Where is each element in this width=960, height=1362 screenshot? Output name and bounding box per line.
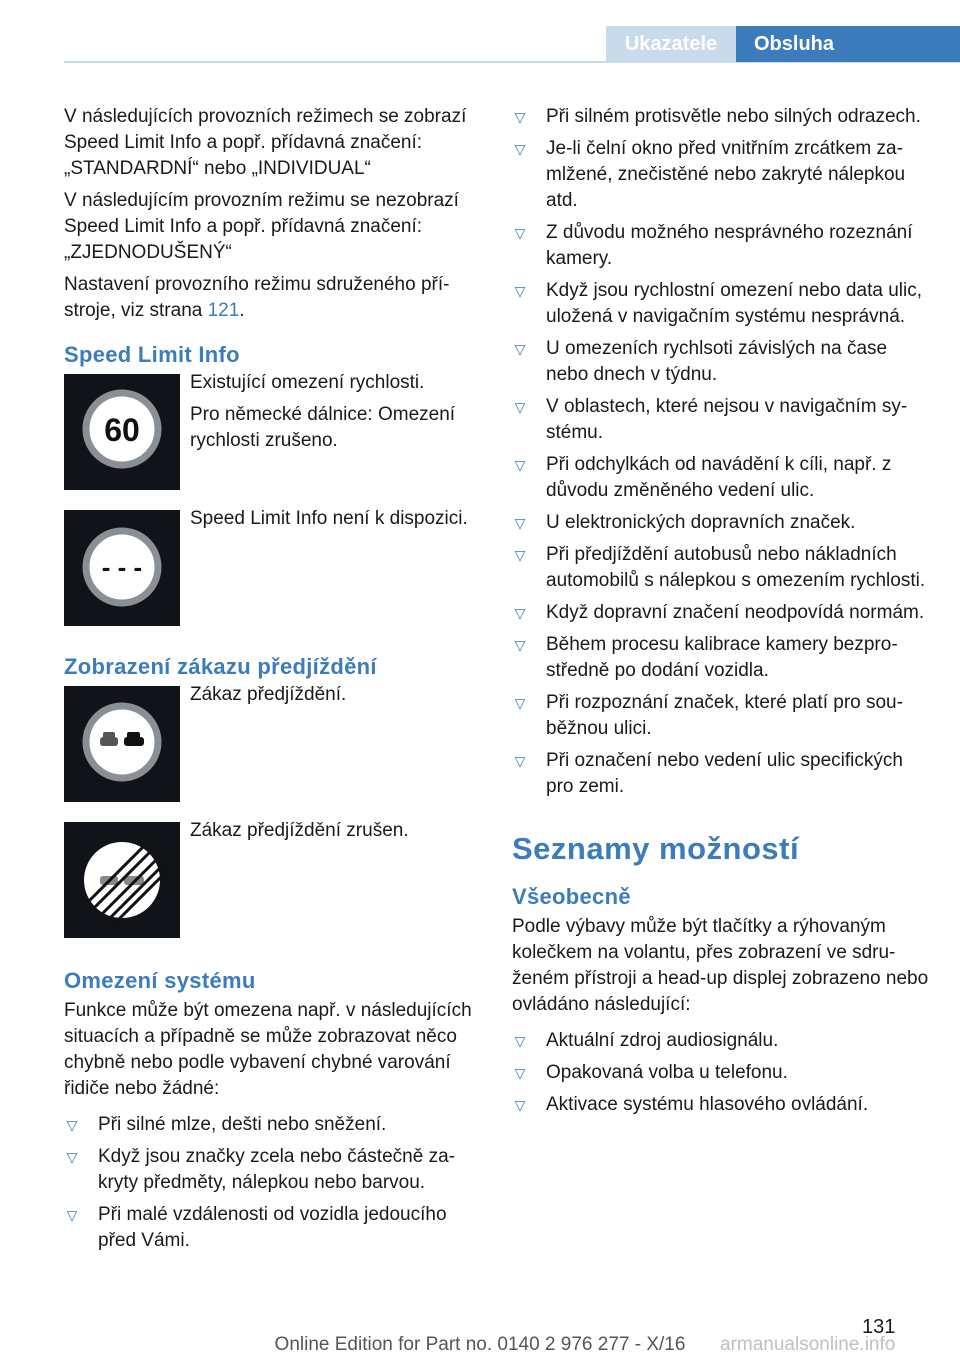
list-item — [64, 1144, 484, 1196]
system-limits-intro: Funkce může být omezena např. v následujících situacích a případně se může zobrazovat něco chybně nebo podle vybavení chybné varování řidiče nebo žádné: — [64, 1000, 472, 1099]
general-intro: Podle výbavy může být tlačítky a rýhovaným kolečkem na volantu, přes zobrazení ve sdruženém přístroji a head-up displej zobrazeno nebo ovládáno následující: — [512, 916, 929, 1015]
sign-dashes: - - - — [101, 552, 143, 582]
list-item — [512, 600, 932, 626]
triangle-bullet-icon: ▽ — [514, 695, 526, 711]
triangle-bullet-icon: ▽ — [66, 1207, 78, 1223]
triangle-bullet-icon: ▽ — [514, 141, 526, 157]
sign-unavailable-text — [190, 510, 484, 538]
list-item — [512, 690, 932, 742]
paragraph-modes-shown: V následujících provozních režimech se zobrazí Speed Limit Info a popř. přídavná značení: „STANDARDNÍ“ nebo „INDIVIDUAL“ — [64, 106, 467, 179]
sign-no-overtaking-text — [190, 686, 484, 714]
list-item — [512, 220, 932, 272]
tab-ukazatele[interactable]: Ukazatele — [606, 26, 736, 62]
general-list — [512, 1028, 932, 1118]
list-item — [512, 336, 932, 388]
list-item-text: Při rozpoznání značek, které platí pro souběžnou ulici. — [546, 692, 903, 739]
triangle-bullet-icon: ▽ — [514, 399, 526, 415]
sign-no-overtaking-desc: Zákaz předjíždění. — [190, 684, 347, 705]
tab-obsluha[interactable]: Obsluha — [736, 26, 960, 62]
page-number: 131 — [862, 1316, 896, 1338]
list-item-text: Při malé vzdálenosti od vozidla jedoucího před Vámi. — [98, 1204, 447, 1251]
triangle-bullet-icon: ▽ — [514, 283, 526, 299]
list-item-text: V oblastech, které nejsou v navigačním systému. — [546, 396, 908, 443]
sign-unavailable-desc: Speed Limit Info není k dispozici. — [190, 508, 468, 529]
triangle-bullet-icon: ▽ — [514, 637, 526, 653]
list-item-text: Při označení nebo vedení ulic specifických pro zemi. — [546, 750, 903, 797]
speed-limit-60-sign-icon — [64, 374, 180, 490]
sign-overtaking-cancelled-text — [190, 822, 484, 850]
list-item-text: Při předjíždění autobusů nebo nákladních automobilů s nálepkou s omezením rychlosti. — [546, 544, 926, 591]
list-item — [64, 1112, 484, 1138]
list-item — [512, 510, 932, 536]
triangle-bullet-icon: ▽ — [514, 605, 526, 621]
list-item-text: Když jsou rychlostní omezení nebo data ulic, uložená v navigačním systému nesprávná. — [546, 280, 922, 327]
triangle-bullet-icon: ▽ — [514, 457, 526, 473]
list-item-text: Při silném protisvětle nebo silných odrazech. — [546, 106, 921, 127]
list-item — [512, 452, 932, 504]
list-item-text: U omezeních rychlsoti závislých na čase nebo dnech v týdnu. — [546, 338, 888, 385]
sign-row-speed-limit — [64, 374, 484, 490]
system-limits-heading: Omezení systému — [64, 968, 256, 993]
sign-60-number: 60 — [104, 412, 140, 448]
sign-row-overtaking-cancelled — [64, 822, 484, 938]
list-item-text: U elektronických dopravních značek. — [546, 512, 856, 533]
triangle-bullet-icon: ▽ — [514, 753, 526, 769]
sign-speed-limit-text — [190, 374, 484, 460]
list-item-text: Při odchylkách od navádění k cíli, např. z důvodu změněného vedení ulic. — [546, 454, 892, 501]
list-item — [512, 542, 932, 594]
list-item — [512, 136, 932, 214]
speed-limit-heading: Speed Limit Info — [64, 342, 240, 367]
list-item — [512, 748, 932, 800]
sign-overtaking-cancelled-desc: Zákaz předjíždění zrušen. — [190, 820, 409, 841]
sign-row-unavailable — [64, 510, 484, 626]
list-item — [512, 278, 932, 330]
list-item — [512, 1028, 932, 1054]
speed-limit-unavailable-sign-icon — [64, 510, 180, 626]
watermark: armanualsonline.info — [720, 1334, 896, 1355]
triangle-bullet-icon: ▽ — [514, 1097, 526, 1113]
triangle-bullet-icon: ▽ — [514, 109, 526, 125]
triangle-bullet-icon: ▽ — [66, 1117, 78, 1133]
overtaking-cancelled-sign-icon — [64, 822, 180, 938]
list-item-text: Když jsou značky zcela nebo částečně zakryty předměty, nálepkou nebo barvou. — [98, 1146, 455, 1193]
triangle-bullet-icon: ▽ — [514, 341, 526, 357]
page-link-121[interactable]: 121 — [207, 300, 240, 321]
overtaking-heading: Zobrazení zákazu předjíždění — [64, 654, 377, 679]
sign-speed-limit-desc-1: Existující omezení rychlosti. — [190, 372, 425, 393]
list-item-text: Z důvodu možného nesprávného rozeznání kamery. — [546, 222, 913, 269]
system-limits-list — [64, 1112, 484, 1254]
list-item-text: Aktuální zdroj audiosignálu. — [546, 1030, 779, 1051]
triangle-bullet-icon: ▽ — [514, 1033, 526, 1049]
list-item — [512, 1060, 932, 1086]
triangle-bullet-icon: ▽ — [66, 1149, 78, 1165]
list-item — [64, 1202, 484, 1254]
edition-footer: Online Edition for Part no. 0140 2 976 277 - X/16 — [274, 1334, 686, 1355]
left-column — [64, 104, 484, 1260]
no-overtaking-sign-icon — [64, 686, 180, 802]
options-lists-heading: Seznamy možností — [512, 831, 800, 866]
settings-ref-text: Nastavení provozního režimu sdruženého přístroje, viz strana — [64, 274, 450, 321]
list-item — [512, 1092, 932, 1118]
paragraph-modes-hidden: V následujícím provozním režimu se nezobrazí Speed Limit Info a popř. přídavná značení: „ZJEDNODUŠENÝ“ — [64, 190, 459, 263]
list-item — [512, 104, 932, 130]
list-item — [512, 394, 932, 446]
list-item-text: Aktivace systému hlasového ovládání. — [546, 1094, 869, 1115]
list-item-text: Při silné mlze, dešti nebo sněžení. — [98, 1114, 387, 1135]
limitations-list-continued — [512, 104, 932, 800]
right-column — [512, 104, 932, 1124]
triangle-bullet-icon: ▽ — [514, 515, 526, 531]
list-item — [512, 632, 932, 684]
list-item-text: Je-li čelní okno před vnitřním zrcátkem zamlžené, znečistěné nebo zakryté nálepkou atd. — [546, 138, 906, 211]
list-item-text: Když dopravní značení neodpovídá normám. — [546, 602, 925, 623]
sign-speed-limit-desc-2: Pro německé dálnice: Omezení rychlosti zrušeno. — [190, 404, 456, 451]
triangle-bullet-icon: ▽ — [514, 1065, 526, 1081]
sign-row-no-overtaking — [64, 686, 484, 802]
paragraph-settings-ref — [64, 272, 484, 324]
list-item-text: Během procesu kalibrace kamery bezprostředně po dodání vozidla. — [546, 634, 898, 681]
list-item-text: Opakovaná volba u telefonu. — [546, 1062, 788, 1083]
triangle-bullet-icon: ▽ — [514, 547, 526, 563]
triangle-bullet-icon: ▽ — [514, 225, 526, 241]
general-heading: Všeobecně — [512, 884, 631, 909]
settings-ref-end: . — [239, 300, 245, 321]
